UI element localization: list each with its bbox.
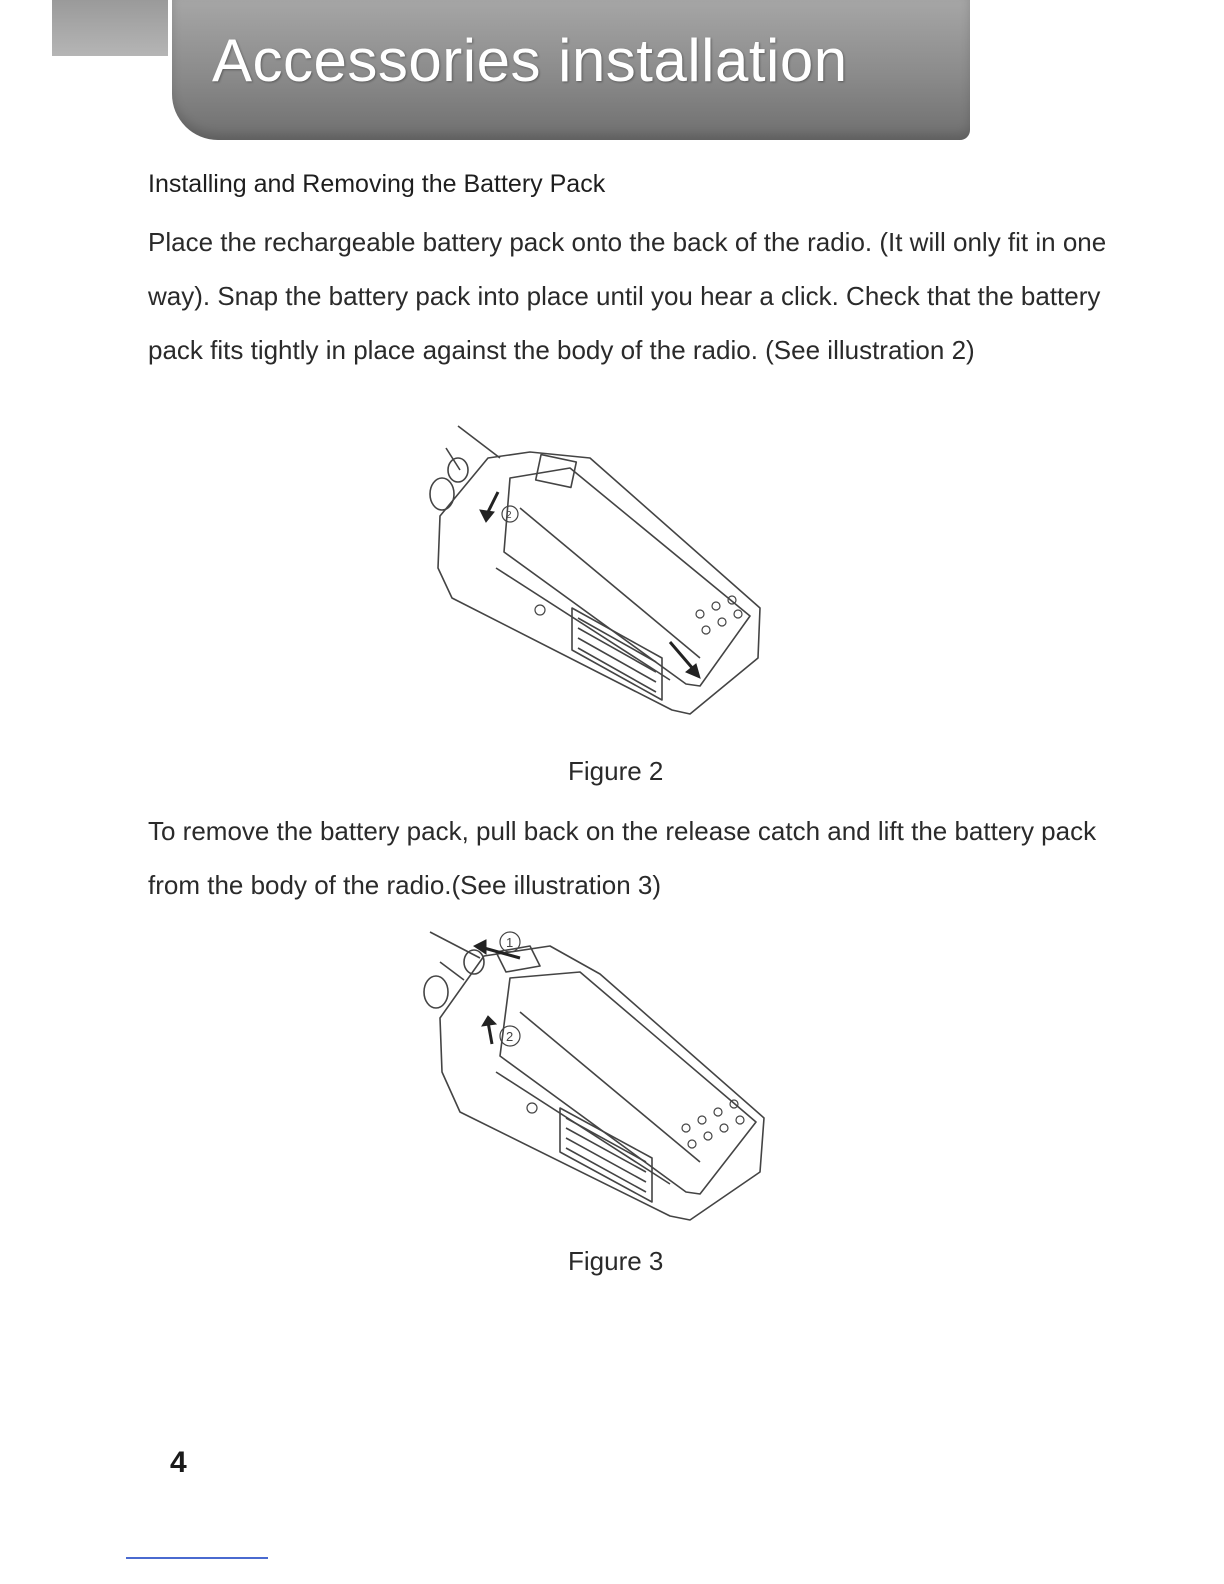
page-number: 4 bbox=[170, 1446, 187, 1479]
page-title: Accessories installation bbox=[212, 27, 848, 94]
figure-2-caption: Figure 2 bbox=[568, 756, 664, 786]
svg-text:1: 1 bbox=[506, 935, 514, 950]
svg-text:2: 2 bbox=[506, 510, 512, 521]
antenna-line bbox=[458, 426, 500, 458]
svg-text:2: 2 bbox=[506, 1029, 514, 1044]
title-banner bbox=[172, 0, 970, 140]
remove-paragraph: To remove the battery pack, pull back on the release catch and lift the battery pack from the body of the radio.(See illustration 3) bbox=[148, 816, 1097, 900]
figure-3-caption: Figure 3 bbox=[568, 1246, 664, 1276]
figure-2-illustration bbox=[400, 418, 780, 718]
section-heading: Installing and Removing the Battery Pack bbox=[148, 170, 606, 198]
install-paragraph: Place the rechargeable battery pack onto the back of the radio. (It will only fit in one way). Snap the battery pack into place until you hear a click. Check that the battery pack fits tightly in place against the body of the radio. (See illustration 2) bbox=[148, 227, 1107, 365]
header-corner-tab bbox=[52, 0, 168, 56]
figure-3-illustration bbox=[400, 922, 780, 1222]
footer-rule bbox=[126, 1557, 268, 1559]
radio-battery-install-drawing bbox=[400, 418, 780, 718]
radio-battery-remove-drawing bbox=[400, 922, 780, 1222]
